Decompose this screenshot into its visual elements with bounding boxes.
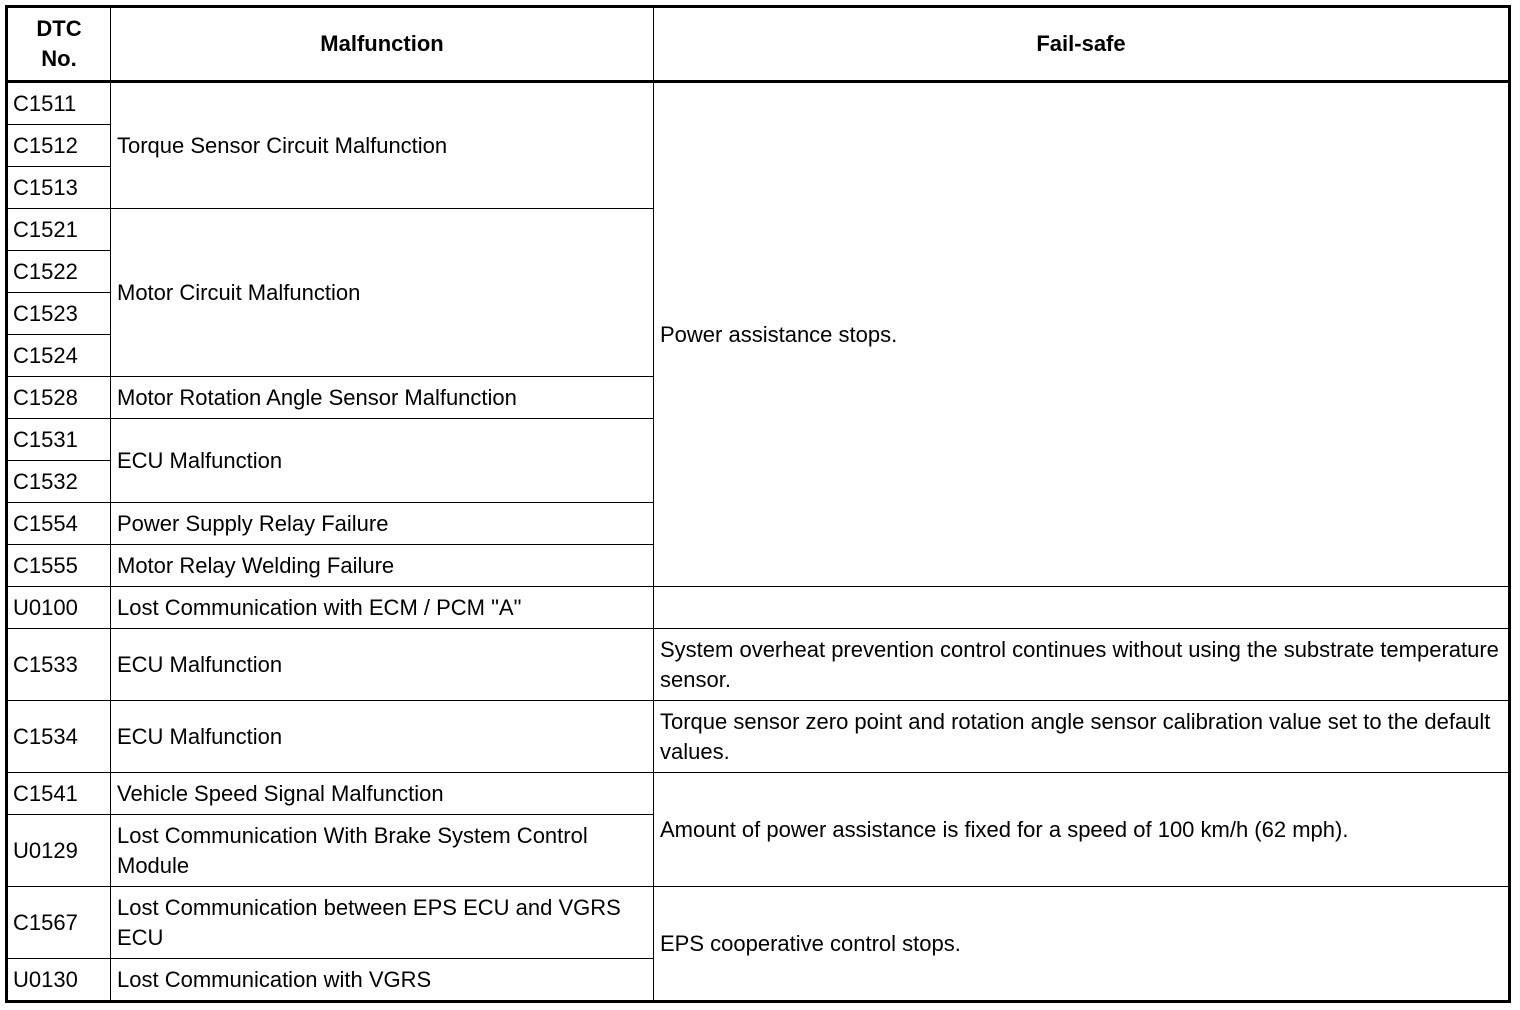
dtc-code: C1531	[7, 419, 111, 461]
fail-safe-cell: Torque sensor zero point and rotation angle sensor calibration value set to the default values.	[654, 701, 1510, 773]
table-row	[7, 587, 1510, 629]
malfunction-cell: Torque Sensor Circuit Malfunction	[111, 82, 654, 209]
dtc-code: U0130	[7, 959, 111, 1002]
dtc-code: U0100	[7, 587, 111, 629]
malfunction-cell: ECU Malfunction	[111, 701, 654, 773]
malfunction-cell: Motor Circuit Malfunction	[111, 209, 654, 377]
dtc-code: C1524	[7, 335, 111, 377]
dtc-code: C1528	[7, 377, 111, 419]
dtc-code: C1532	[7, 461, 111, 503]
malfunction-cell: Lost Communication With Brake System Control Module	[111, 815, 654, 887]
malfunction-cell: ECU Malfunction	[111, 419, 654, 503]
table-row	[7, 701, 1510, 773]
malfunction-cell: Power Supply Relay Failure	[111, 503, 654, 545]
fail-safe-cell: System overheat prevention control continues without using the substrate temperature sensor.	[654, 629, 1510, 701]
fail-safe-cell: Power assistance stops.	[654, 82, 1510, 587]
dtc-code: C1541	[7, 773, 111, 815]
malfunction-cell: Lost Communication between EPS ECU and VGRS ECU	[111, 887, 654, 959]
dtc-code: C1554	[7, 503, 111, 545]
dtc-code: C1534	[7, 701, 111, 773]
malfunction-cell: Motor Rotation Angle Sensor Malfunction	[111, 377, 654, 419]
dtc-code: C1522	[7, 251, 111, 293]
table-row	[7, 82, 1510, 125]
dtc-code: C1533	[7, 629, 111, 701]
dtc-fail-safe-table	[5, 5, 1511, 1003]
fail-safe-cell	[654, 587, 1510, 629]
dtc-code: C1512	[7, 125, 111, 167]
dtc-code: C1511	[7, 82, 111, 125]
table-row	[7, 629, 1510, 701]
header-dtc-no: DTC No.	[7, 7, 111, 82]
fail-safe-cell: Amount of power assistance is fixed for a speed of 100 km/h (62 mph).	[654, 773, 1510, 887]
header-fail-safe: Fail-safe	[654, 7, 1510, 82]
malfunction-cell: Lost Communication with ECM / PCM "A"	[111, 587, 654, 629]
dtc-code: C1513	[7, 167, 111, 209]
dtc-code: C1567	[7, 887, 111, 959]
header-malfunction: Malfunction	[111, 7, 654, 82]
malfunction-cell: Motor Relay Welding Failure	[111, 545, 654, 587]
dtc-code: C1555	[7, 545, 111, 587]
fail-safe-cell: EPS cooperative control stops.	[654, 887, 1510, 1002]
dtc-code: U0129	[7, 815, 111, 887]
malfunction-cell: ECU Malfunction	[111, 629, 654, 701]
table-row	[7, 887, 1510, 959]
header-row	[7, 7, 1510, 82]
malfunction-cell: Vehicle Speed Signal Malfunction	[111, 773, 654, 815]
malfunction-cell: Lost Communication with VGRS	[111, 959, 654, 1002]
table-row	[7, 773, 1510, 815]
dtc-code: C1521	[7, 209, 111, 251]
dtc-code: C1523	[7, 293, 111, 335]
